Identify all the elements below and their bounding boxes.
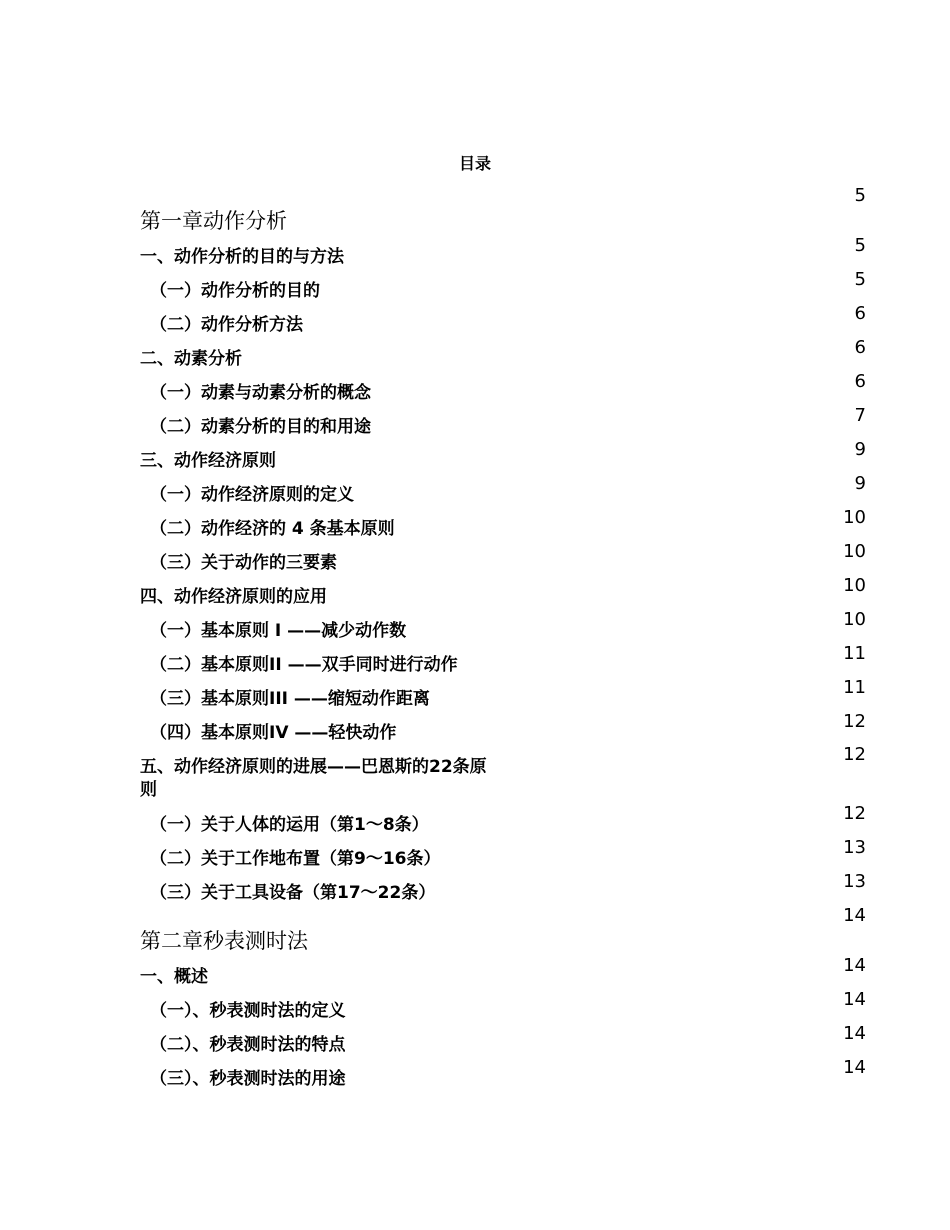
toc-page-number: 7 (854, 405, 866, 426)
toc-page-number: 6 (854, 371, 866, 392)
toc-page-number: 9 (854, 439, 866, 460)
toc-subsection: （一）动素与动素分析的概念 (150, 383, 371, 403)
toc-section: 一、概述 (140, 967, 208, 987)
toc-page-number: 6 (854, 337, 866, 358)
toc-page-number: 14 (843, 1057, 866, 1078)
toc-section: 一、动作分析的目的与方法 (140, 247, 344, 267)
toc-page-number: 10 (843, 507, 866, 528)
toc-subsection: （一）基本原则 I ——减少动作数 (150, 621, 407, 641)
toc-subsection: （二）、秒表测时法的特点 (150, 1035, 346, 1055)
toc-subsection: （二）基本原则II ——双手同时进行动作 (150, 655, 458, 675)
toc-page-number: 12 (843, 803, 866, 824)
toc-page-number: 12 (843, 711, 866, 732)
toc-subsection: （二）动作经济的 4 条基本原则 (150, 519, 395, 539)
toc-page-number: 14 (843, 989, 866, 1010)
toc-chapter-1: 第一章动作分析 (140, 209, 287, 233)
toc-subsection: （二）关于工作地布置（第9～16条） (150, 849, 441, 869)
toc-subsection: （四）基本原则IV ——轻快动作 (150, 723, 397, 743)
toc-section: 四、动作经济原则的应用 (140, 587, 327, 607)
toc-subsection: （二）动作分析方法 (150, 315, 303, 335)
toc-title: 目录 (458, 154, 491, 173)
toc-page-number: 13 (843, 837, 866, 858)
toc-subsection: （三）关于工具设备（第17～22条） (150, 883, 436, 903)
toc-section: 二、动素分析 (140, 349, 242, 369)
toc-subsection: （二）动素分析的目的和用途 (150, 417, 371, 437)
toc-page-number: 5 (854, 269, 866, 290)
toc-page-number: 14 (843, 905, 866, 926)
toc-subsection: （一）、秒表测时法的定义 (150, 1001, 346, 1021)
toc-page-number: 6 (854, 303, 866, 324)
toc-chapter-2: 第二章秒表测时法 (140, 929, 308, 953)
toc-section: 五、动作经济原则的进展——巴恩斯的22条原则 (140, 757, 487, 800)
toc-subsection: （三）基本原则III ——缩短动作距离 (150, 689, 430, 709)
toc-page-number: 10 (843, 609, 866, 630)
toc-section: 三、动作经济原则 (140, 451, 276, 471)
toc-page-number: 5 (854, 185, 866, 206)
toc-subsection: （一）动作分析的目的 (150, 281, 320, 301)
toc-subsection: （一）动作经济原则的定义 (150, 485, 354, 505)
toc-page-number: 11 (843, 677, 866, 698)
toc-page-number: 14 (843, 1023, 866, 1044)
toc-page-number: 12 (843, 744, 866, 765)
toc-subsection: （一）关于人体的运用（第1～8条） (150, 815, 429, 835)
toc-page-number: 10 (843, 575, 866, 596)
toc-subsection: （三）、秒表测时法的用途 (150, 1069, 346, 1089)
toc-page-number: 11 (843, 643, 866, 664)
toc-page-number: 10 (843, 541, 866, 562)
toc-subsection: （三）关于动作的三要素 (150, 553, 337, 573)
toc-page-number: 5 (854, 235, 866, 256)
toc-page-number: 9 (854, 473, 866, 494)
toc-page-number: 13 (843, 871, 866, 892)
toc-page-number: 14 (843, 955, 866, 976)
